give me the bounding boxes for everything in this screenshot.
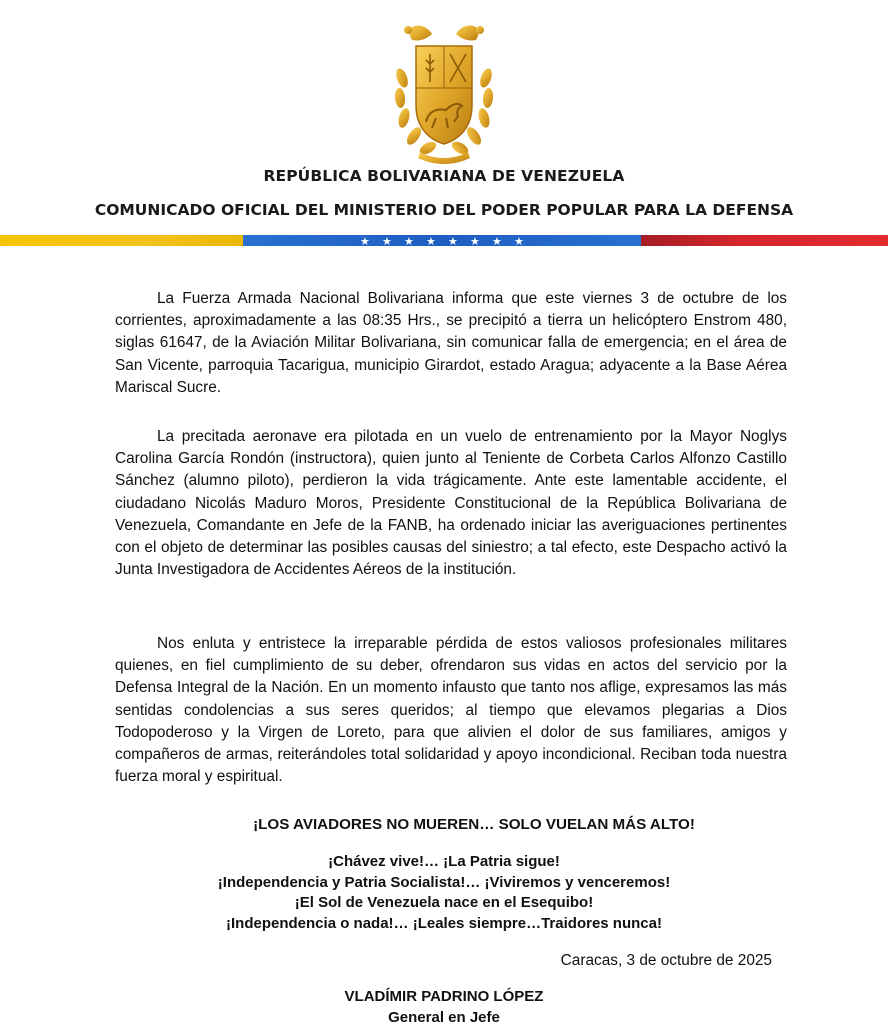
paragraph-2 (115, 426, 787, 581)
flag-yellow-band (0, 235, 243, 246)
paragraph-2-text: La precitada aeronave era pilotada en un vuelo de entrenamiento por la Mayor Noglys Carolina García Rondón (instructora), quien junto al Teniente de Corbeta Carlos Alfonzo Castillo Sánchez (alumno piloto), perdieron la vida trágicamente. Ante este lamentable accidente, el ciudadano Nicolás Maduro Moros, Presidente Constitucional de la República Bolivariana de Venezuela, Comandante en Jefe de la FANB, ha ordenado iniciar las averiguaciones pertinentes con el objeto de determinar las posibles causas del siniestro; a tal efecto, este Despacho activó la Junta Investigadora de Accidentes Aéreos de la institución. (115, 426, 787, 581)
paragraph-3-text: Nos enluta y entristece la irreparable pérdida de estos valiosos profesionales militares quienes, en fiel cumplimiento de su deber, ofrendaron sus vidas en actos del servicio por la Defensa Integral de la Nación. En un momento infausto que tanto nos aflige, expresamos las más sentidas condolencias a sus seres queridos; al tiempo que elevamos plegarias a Dios Todopoderoso y la Virgen de Loreto, para que alivien el dolor de sus familiares, amigos y compañeros de armas, reiterándoles total solidaridad y apoyo incondicional. Reciban toda nuestra fuerza moral y espiritual. (115, 633, 787, 788)
slogan-line: ¡El Sol de Venezuela nace en el Esequibo! (0, 893, 888, 914)
flag-red-band (641, 235, 888, 246)
slogan-line: ¡Chávez vive!… ¡La Patria sigue! (0, 852, 888, 873)
country-heading: REPÚBLICA BOLIVARIANA DE VENEZUELA (0, 167, 888, 185)
paragraph-1 (115, 288, 787, 399)
flag-blue-band (243, 235, 641, 246)
coat-of-arms-emblem (384, 18, 504, 168)
svg-text:★: ★ (426, 235, 436, 247)
signature-block (0, 987, 888, 1028)
svg-text:★: ★ (470, 235, 480, 247)
svg-text:★: ★ (514, 235, 524, 247)
paragraph-1-text: La Fuerza Armada Nacional Bolivariana informa que este viernes 3 de octubre de los corrientes, aproximadamente a las 08:35 Hrs., se precipitó a tierra un helicóptero Enstrom 480, siglas 61647, de la Aviación Militar Bolivariana, sin comunicar falla de emergencia; en el área de San Vicente, parroquia Tacarigua, municipio Girardot, estado Aragua; adyacente a la Base Aérea Mariscal Sucre. (115, 288, 787, 399)
svg-text:★: ★ (404, 235, 414, 247)
slogan-line: ¡Independencia o nada!… ¡Leales siempre…Traidores nunca! (0, 914, 888, 935)
svg-text:★: ★ (360, 235, 370, 247)
paragraph-3 (115, 633, 787, 788)
slogan-line: ¡Independencia y Patria Socialista!… ¡Viviremos y venceremos! (0, 873, 888, 894)
place-and-date: Caracas, 3 de octubre de 2025 (561, 952, 772, 970)
flag-stripe (0, 235, 888, 246)
aviators-motto: ¡LOS AVIADORES NO MUEREN… SOLO VUELAN MÁS ALTO! (30, 816, 888, 833)
slogans-block (0, 852, 888, 934)
signer-name: VLADÍMIR PADRINO LÓPEZ (0, 987, 888, 1008)
signer-rank: General en Jefe (0, 1008, 888, 1028)
flag-stars (358, 233, 528, 247)
communique-title: COMUNICADO OFICIAL DEL MINISTERIO DEL PODER POPULAR PARA LA DEFENSA (0, 201, 888, 219)
svg-text:★: ★ (382, 235, 392, 247)
svg-text:★: ★ (448, 235, 458, 247)
svg-text:★: ★ (492, 235, 502, 247)
